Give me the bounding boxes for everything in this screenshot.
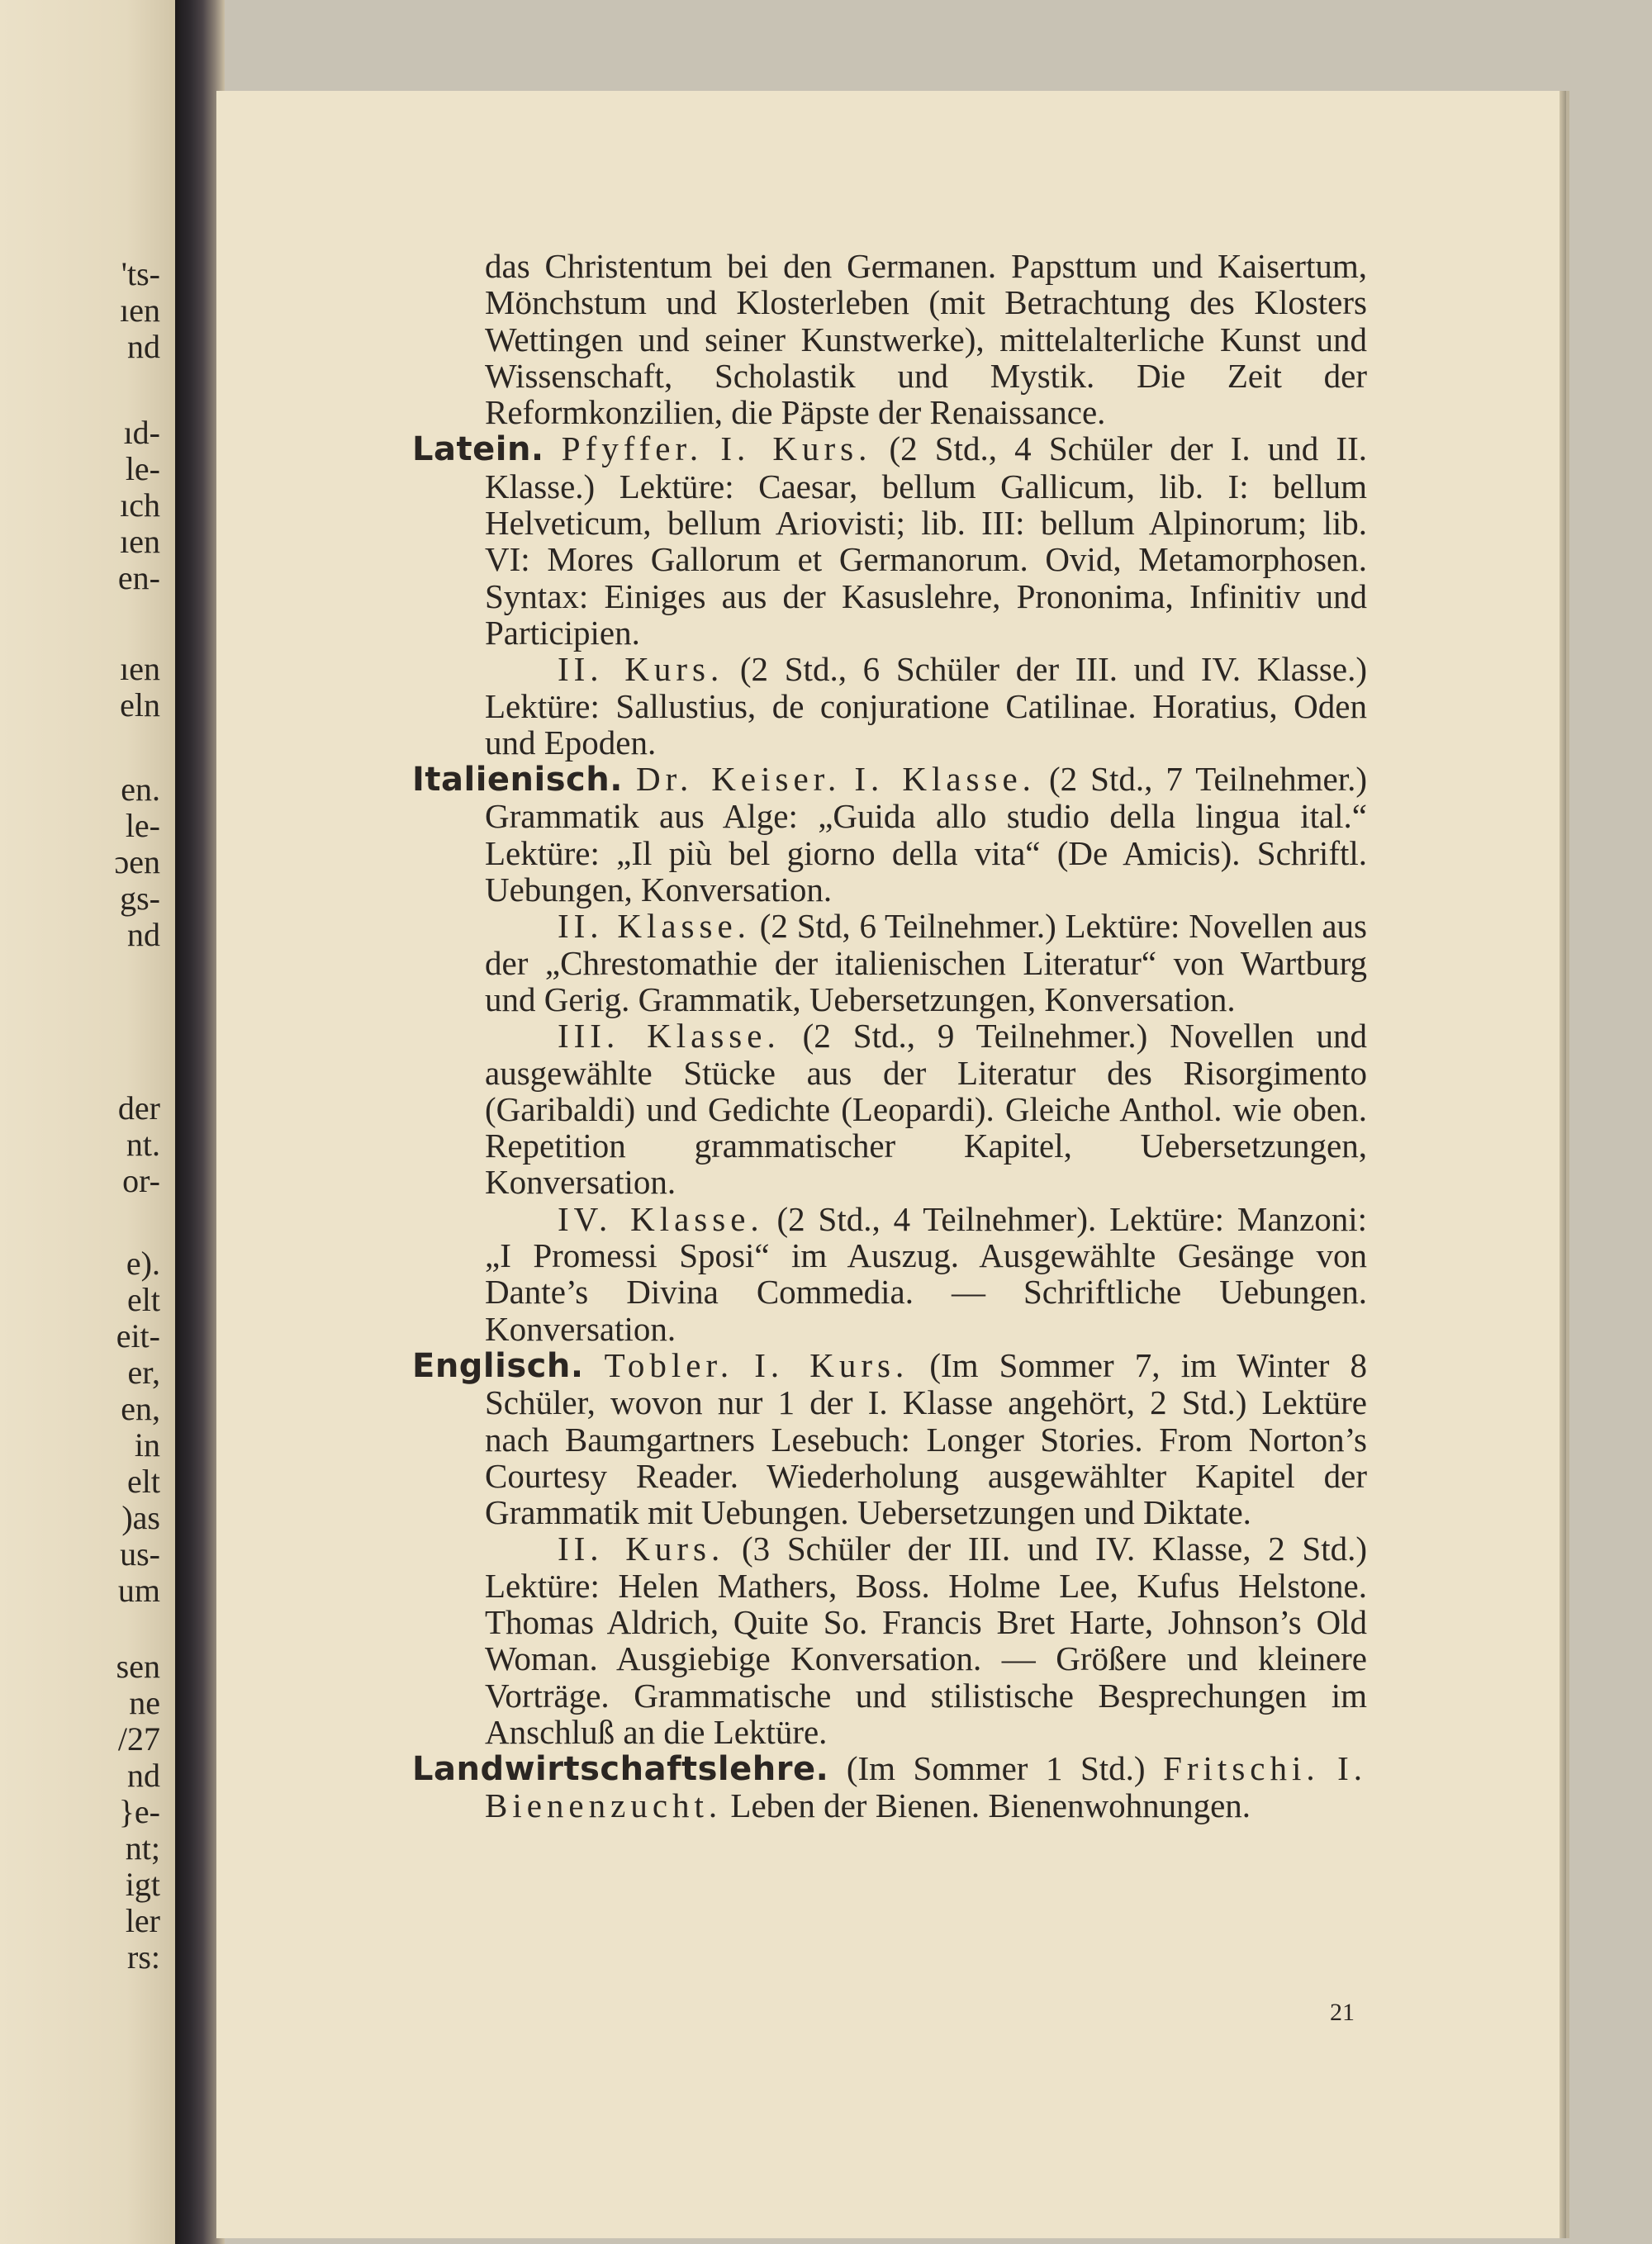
course-text: (2 Std., 6 Schüler der III. und IV. Klasse.) Lektüre: Sallustius, de conjuratione Catilinae. Horatius, Oden und Epoden. xyxy=(485,650,1367,761)
course-text: (2 Std., 4 Teilnehmer). Lektüre: Manzoni: „I Promessi Sposi“ im Auszug. Ausgewählte Gesänge von Dante’s Divina Commedia. — Schriftliche Uebungen. Konversation. xyxy=(485,1199,1367,1348)
left-fragment: le- xyxy=(125,807,160,844)
left-fragment: um xyxy=(117,1572,160,1609)
course-text: (2 Std., 7 Teilnehmer.) Grammatik aus Alge: „Guida allo studio della lingua ital.“ Lektüre: „Il più bel giorno della vita“ (De Amicis). Schriftl. Uebungen, Konversation. xyxy=(485,760,1367,909)
section-italienisch-class2 xyxy=(412,908,1367,1018)
left-fragment: le- xyxy=(125,450,160,487)
left-fragment: ıch xyxy=(120,486,160,524)
course-text: (2 Std., 9 Teilnehmer.) Novellen und ausgewählte Stücke aus der Literatur des Risorgimento (Garibaldi) und Gedichte (Leopardi). Gleiche Anthol. wie oben. Repetition grammatischer Kapitel, Uebersetzungen, Konversation. xyxy=(485,1017,1368,1202)
left-fragment: us- xyxy=(120,1535,160,1573)
left-fragment: en, xyxy=(121,1390,160,1427)
course-label: II. Kurs. xyxy=(558,1530,725,1568)
page-text xyxy=(412,248,1367,1824)
intro-paragraph xyxy=(412,248,1367,430)
section-intro: (Im Sommer 1 Std.) xyxy=(846,1749,1146,1788)
left-fragment: nt; xyxy=(125,1829,160,1867)
section-latein-course2 xyxy=(412,651,1367,761)
section-italienisch-class3 xyxy=(412,1018,1367,1200)
intro-text: das Christentum bei den Germanen. Papsttum und Kaisertum, Mönchstum und Klosterleben (mit Betrachtung des Klosters Wettingen und seiner Kunstwerke), mittelalterliche Kunst und Wissenschaft, Scholastik und Mystik. Die Zeit der Reformkonzilien, die Päpste der Renaissance. xyxy=(485,247,1367,432)
left-fragment: in xyxy=(134,1426,160,1464)
left-fragment: }e- xyxy=(118,1793,160,1830)
page-edge xyxy=(1559,91,1566,2238)
left-fragment: ıen xyxy=(120,523,160,560)
course-label: II. Klasse. xyxy=(558,907,751,946)
section-landwirtschaft xyxy=(412,1750,1367,1824)
left-fragment: nd xyxy=(127,916,160,953)
left-fragment: eln xyxy=(120,686,160,723)
left-fragment: ler xyxy=(125,1902,160,1939)
left-fragment: der xyxy=(117,1089,160,1127)
teacher-name: Dr. Keiser. xyxy=(636,760,842,799)
left-fragment: gs- xyxy=(120,880,160,917)
section-heading: Landwirtschaftslehre. xyxy=(412,1750,829,1789)
course-label: II. Kurs. xyxy=(558,650,724,689)
left-fragment: rs: xyxy=(127,1938,160,1976)
course-label: I. Kurs. xyxy=(754,1345,909,1384)
left-fragment: ıen xyxy=(120,650,160,687)
course-text: (2 Std., 4 Schüler der I. und II. Klasse.) Lektüre: Caesar, bellum Gallicum, lib. I: bellum Helveticum, bellum Ariovisti; lib. III: bellum Alpinorum; lib. VI: Mores Gallorum et Germanorum. Ovid, Metamorphosen. Syntax: Einiges aus der Kasuslehre, Prononima, Infinitiv und Participien. xyxy=(485,429,1367,652)
left-fragment: )as xyxy=(121,1499,160,1536)
section-englisch xyxy=(412,1347,1367,1530)
section-heading: Italienisch. xyxy=(412,761,623,799)
course-text: (2 Std, 6 Teilnehmer.) Lektüre: Novellen aus der „Chrestomathie der italienischen Literatur“ von Wartburg und Gerig. Grammatik, Uebersetzungen, Konversation. xyxy=(485,907,1367,1018)
teacher-name: Pfyffer. xyxy=(561,429,704,468)
left-fragment: elt xyxy=(127,1463,160,1500)
course-label: I. Kurs. xyxy=(720,429,872,468)
left-fragment: elt xyxy=(127,1281,160,1318)
course-text: Leben der Bienen. Bienenwohnungen. xyxy=(730,1786,1251,1825)
course-text: (Im Sommer 7, im Winter 8 Schüler, wovon nur 1 der I. Klasse angehört, 2 Std.) Lektüre nach Baumgartners Lesebuch: Longer Stories. From Norton’s Courtesy Reader. Wiederholung ausgewählter Kapitel der Grammatik mit Uebungen. Uebersetzungen und Diktate. xyxy=(485,1345,1368,1532)
left-fragment: nd xyxy=(127,1757,160,1794)
course-text: (3 Schüler der III. und IV. Klasse, 2 Std.) Lektüre: Helen Mathers, Boss. Holme Lee, Kufus Helstone. Thomas Aldrich, Quite So. Francis Bret Harte, Johnson’s Old Woman. Ausgiebige Konversation. — Größere und kleinere Vorträge. Grammatische und stilistische Besprechungen im Anschluß an die Lektüre. xyxy=(485,1530,1368,1751)
left-fragment: ɔen xyxy=(114,843,160,880)
left-fragment: /27 xyxy=(117,1720,160,1758)
teacher-name: Fritschi. xyxy=(1163,1749,1320,1788)
left-fragment: ıd- xyxy=(123,414,160,451)
course-label: I. Klasse. xyxy=(854,760,1036,799)
left-fragment: en- xyxy=(117,559,160,596)
left-fragment: igt xyxy=(125,1866,160,1903)
left-fragment: er, xyxy=(127,1354,160,1391)
course-label: IV. Klasse. xyxy=(558,1199,764,1238)
section-italienisch-class4 xyxy=(412,1201,1367,1347)
section-englisch-course2 xyxy=(412,1530,1367,1750)
teacher-name: Tobler. xyxy=(604,1345,734,1384)
section-heading: Englisch. xyxy=(412,1346,584,1385)
left-fragment: sen xyxy=(116,1648,160,1685)
course-label: I. Bienenzucht. xyxy=(485,1749,1368,1825)
course-label: III. Klasse. xyxy=(558,1017,781,1056)
section-latein xyxy=(412,430,1367,651)
section-italienisch xyxy=(412,761,1367,908)
left-fragment: 'ts- xyxy=(121,255,160,292)
left-fragment: e). xyxy=(126,1245,160,1282)
left-page-margin-text xyxy=(0,0,165,2244)
left-fragment: ıen xyxy=(120,292,160,329)
left-fragment: nd xyxy=(127,328,160,365)
left-fragment: nt. xyxy=(126,1126,160,1163)
left-fragment: or- xyxy=(122,1162,160,1199)
left-fragment: ne xyxy=(129,1684,160,1721)
left-fragment: en. xyxy=(121,771,160,808)
left-fragment: eit- xyxy=(116,1317,160,1354)
section-heading: Latein. xyxy=(412,430,544,469)
page-number: 21 xyxy=(1330,1999,1355,2026)
